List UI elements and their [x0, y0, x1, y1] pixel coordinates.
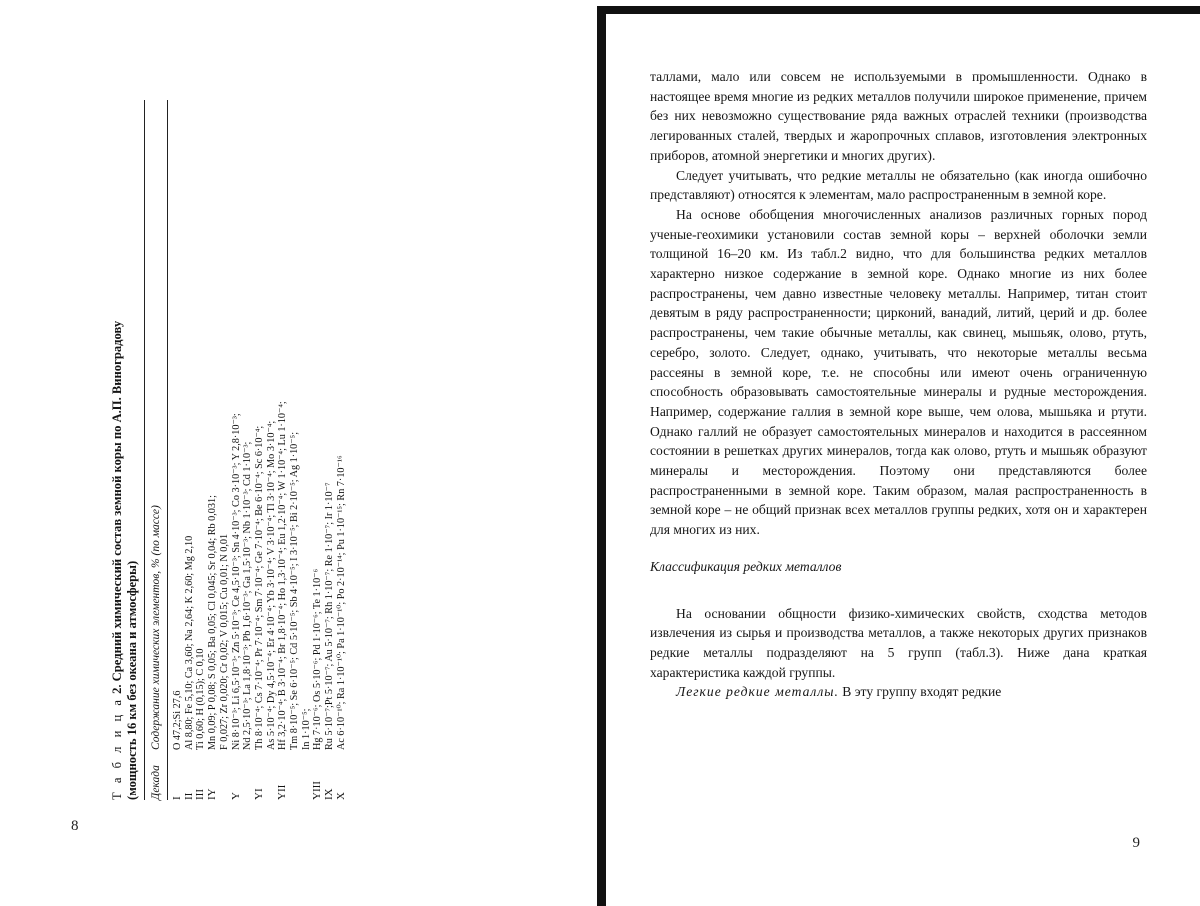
content-cell: O 47,2;Si 27,6 — [172, 690, 183, 750]
table-row — [172, 100, 184, 800]
decade-cell: II — [182, 792, 195, 800]
paragraph: таллами, мало или совсем не используемыми в промышленности. Однако в настоящее время многие из редких металлов получили широкое применение, причем без них невозможно существование ряда важных отраслей техники (производства легированных сталей, твердых и жаропрочных сплавов, изготовления электронных приборов, атомной энергетики и многих других). — [650, 69, 1147, 163]
content-cell: Nd 2,5·10⁻³; La 1,8·10⁻³; Pb 1,6·10⁻³; Ga 1,5·10⁻³; Nb 1·10⁻³; Cd 1·10⁻³; — [242, 441, 254, 750]
table-row — [242, 100, 254, 800]
decade-cell: Y — [229, 792, 242, 800]
content-cell: In 1·10⁻⁵; — [300, 708, 312, 750]
content-cell: Ni 8·10⁻³; Li 6,5·10⁻³; Zn 5·10⁻³; Ce 4,5·10⁻³; Sn 4·10⁻³; Co 3·10⁻³; Y 2,8·10⁻³; — [230, 413, 242, 750]
table-row — [266, 100, 278, 800]
content-cell: Al 8,80; Fe 5,10; Ca 3,60; Na 2,64; K 2,60; Mg 2,10 — [183, 535, 195, 750]
header-content: Содержание химических элементов, % (по массе) — [150, 505, 162, 750]
decade-cell — [289, 750, 301, 800]
table-row — [195, 100, 207, 800]
content-cell: Th 8·10⁻⁴; Cs 7·10⁻⁴; Pr 7·10⁻⁴; Sm 7·10⁻⁴; Ge 7·10⁻⁴; Be 6·10⁻⁴; Sc 6·10⁻⁴; — [253, 425, 265, 750]
table-caption — [110, 100, 140, 800]
run-in-heading: Легкие редкие металлы. — [676, 684, 839, 700]
decade-cell: X — [334, 792, 347, 800]
paragraph: На основании общности физико-химических свойств, сходства методов извлечения из сырья и производства металлов, а также некоторых других признаков редкие металлы подразделяют на 5 групп (табл.3). Ниже дана краткая характеристика каждой группы. — [650, 605, 1147, 680]
decade-cell: YI — [252, 788, 265, 800]
table-row — [277, 100, 289, 800]
paragraph: На основе обобщения многочисленных анализов различных горных пород ученые-геохимики установили состав земной коры – верхней оболочки земли толщиной 16–20 км. Из табл.2 видно, что для большинства редких металлов характерно низкое содержание в земной коре. Однако многие из них более распространены, чем давно известные человеку металлы. Например, титан стоит девятым в ряду распространенности; цирконий, ванадий, литий, церий и др. более распространены, чем такие обычные металлы, как свинец, мышьяк, олово, ртуть, серебро, золото. Следует, однако, учитывать, что некоторые металлы весьма рассеяны в земной коре, т.е. не способны или имеют очень ограниченную способность образовывать самостоятельные минералы и рудные месторождения. Например, содержание галлия в земной коре выше, чем олова, мышьяка и ртути. Однако галлий не образует самостоятельных минералов и находится в рассеянном состоянии в решетках других минералов, тогда как олово, ртуть и мышьяк образуют минералы и месторождения. Поэтому они представляются более распространенными в земной коре. Таким образом, малая распространенность в земной коре – не общий признак всех металлов группы редких, хотя он и характерен для многих из них. — [650, 206, 1147, 538]
table-caption-note: (мощность 16 км без океана и атмосферы) — [125, 560, 139, 800]
page-number-right: 9 — [1132, 835, 1140, 851]
table-caption-title: 2. Средний химический состав земной коры по А.П. Виноградову — [110, 320, 124, 694]
table-row — [301, 100, 313, 800]
run-in-text: В эту группу входят редкие — [838, 684, 1002, 700]
content-cell: Hg 7·10⁻⁶; Os 5·10⁻⁶; Pd 1·10⁻⁶; Te 1·10⁻⁶ — [312, 568, 324, 750]
content-cell: Tm 8·10⁻⁵; Se 6·10⁻⁵; Cd 5·10⁻⁵; Sb 4·10⁻⁵; I 3·10⁻⁵; Bi 2·10⁻⁵; Ag 1·10⁻⁵; — [289, 431, 301, 750]
content-cell: Ac 6·10⁻¹⁰; Ra 1·10⁻¹⁰; Pa 1·10⁻¹⁰; Po 2·10⁻¹⁴; Pu 1·10⁻¹⁵; Rn 7·10⁻¹⁶ — [335, 455, 347, 750]
right-page — [606, 0, 1200, 906]
table-header — [145, 100, 167, 800]
content-cell: F 0,027; Zr 0,020; Cr 0,02; V 0,015; Cu 0,01; N 0,01 — [218, 533, 230, 750]
table-row — [289, 100, 301, 800]
decade-cell: III — [194, 789, 207, 800]
decade-cell — [219, 750, 231, 800]
table-row — [231, 100, 243, 800]
book-gutter — [597, 8, 606, 906]
table-row — [219, 100, 231, 800]
section-heading: Классификация редких металлов — [650, 558, 842, 574]
content-cell: Ti 0,60; H (0,15); C 0,10 — [195, 648, 207, 750]
header-decade: Декада — [150, 765, 162, 800]
paragraph-run-in — [650, 682, 1147, 702]
decade-cell: IX — [323, 788, 336, 800]
decade-cell: YII — [276, 784, 289, 800]
table-row — [254, 100, 266, 800]
content-cell: Ru 5·10⁻⁷;Pt 5·10⁻⁷; Au 5·10⁻⁷; Rh 1·10⁻⁷; Re 1·10⁻⁷; Ir 1·10⁻⁷ — [324, 482, 336, 750]
paragraph: Следует учитывать, что редкие металлы не обязательно (как иногда ошибочно представляют) относятся к элементам, мало распространенным в земной коре. — [650, 167, 1147, 203]
table-row — [336, 100, 348, 800]
table-caption-word: Т а б л и ц а — [110, 697, 124, 800]
table-row — [312, 100, 324, 800]
table-body — [168, 100, 348, 800]
content-cell: As 5·10⁻⁴; Dy 4,5·10⁻⁴; Er 4·10⁻⁴; Yb 3·10⁻⁴; V 3·10⁻⁴; Tl 3·10⁻⁴; Mo 3·10⁻⁴; — [265, 420, 277, 750]
rotated-table — [110, 100, 380, 800]
body-text — [650, 67, 1147, 702]
content-cell: Mn 0,09; P 0,08; S 0,05; Ba 0,05; Cl 0,045; Sr 0,04; Rb 0,031; — [207, 495, 219, 750]
page-number-left: 8 — [71, 818, 79, 834]
table-row — [324, 100, 336, 800]
table-row — [184, 100, 196, 800]
decade-cell: IY — [206, 788, 219, 800]
table-row — [207, 100, 219, 800]
decade-cell: I — [171, 796, 183, 800]
left-page — [0, 0, 598, 906]
content-cell: Hf 3,2·10⁻⁴; B 3·10⁻⁴; Br 1,8·10⁻⁴; Ho 1,3·10⁻⁴; Eu 1,2·10⁻⁴; W 1·10⁻⁴; Lu 1·10⁻⁴; — [277, 401, 289, 750]
decade-cell: YIII — [311, 781, 324, 800]
